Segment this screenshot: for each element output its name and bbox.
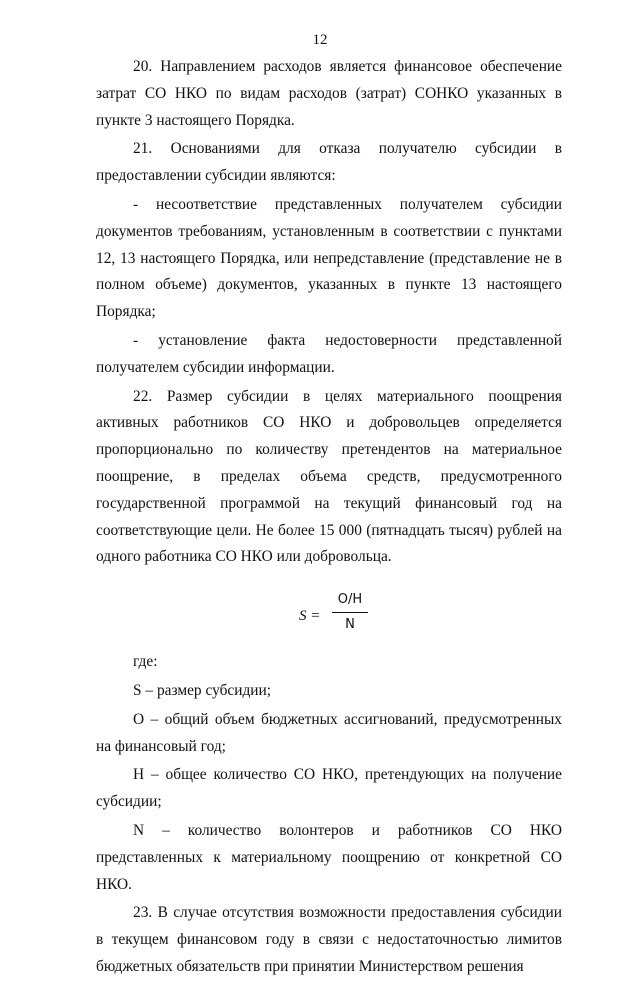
formula-lhs: S = <box>299 608 321 625</box>
paragraph-20: 20. Направлением расходов является финансовое обеспечение затрат СО НКО по видам расходов (затрат) СОНКО указанных в пункте 3 настоящего Порядка. <box>96 58 562 129</box>
document-body <box>96 54 562 981</box>
refusal-reason-2: - установление факта недостоверности представленной получателем субсидии информации. <box>96 331 562 376</box>
definition-h: Н – общее количество СО НКО, претендующих на получение субсидии; <box>96 766 562 811</box>
formula-numerator: O/H <box>332 591 368 613</box>
formula-fraction <box>332 591 368 634</box>
definition-o: О – общий объем бюджетных ассигнований, предусмотренных на финансовый год; <box>96 710 562 755</box>
refusal-reason-1: - несоответствие представленных получателем субсидии документов требованиям, установленным в соответствии с пунктами 12, 13 настоящего Порядка, или непредставление (представление не в полном объеме) документов, указанных в пункте 13 настоящего Порядка; <box>96 195 562 321</box>
paragraph-21: 21. Основаниями для отказа получателю субсидии в предоставлении субсидии являются: <box>96 140 562 185</box>
definition-s: S – размер субсидии; <box>133 681 272 699</box>
paragraph-23: 23. В случае отсутствия возможности предоставления субсидии в текущем финансовом году в связи с недостаточностью лимитов бюджетных обязательств при принятии Министерством решения <box>96 904 562 975</box>
formula-denominator: N <box>345 617 355 633</box>
page-number: 12 <box>312 32 328 48</box>
where-label: где: <box>133 653 158 671</box>
paragraph-22: 22. Размер субсидии в целях материального поощрения активных работников СО НКО и добровольцев определяется пропорционально по количеству претендентов на материальное поощрение, в пределах объема средств, предусмотренного государственной программой на текущий финансовый год на соответствующие цели. Не более 15 000 (пятнадцать тысяч) рублей на одного работника СО НКО или добровольца. <box>96 387 562 566</box>
definition-n: N – количество волонтеров и работников СО НКО представленных к материальному поощрению от конкретной СО НКО. <box>96 821 562 893</box>
subsidy-formula <box>96 591 562 643</box>
